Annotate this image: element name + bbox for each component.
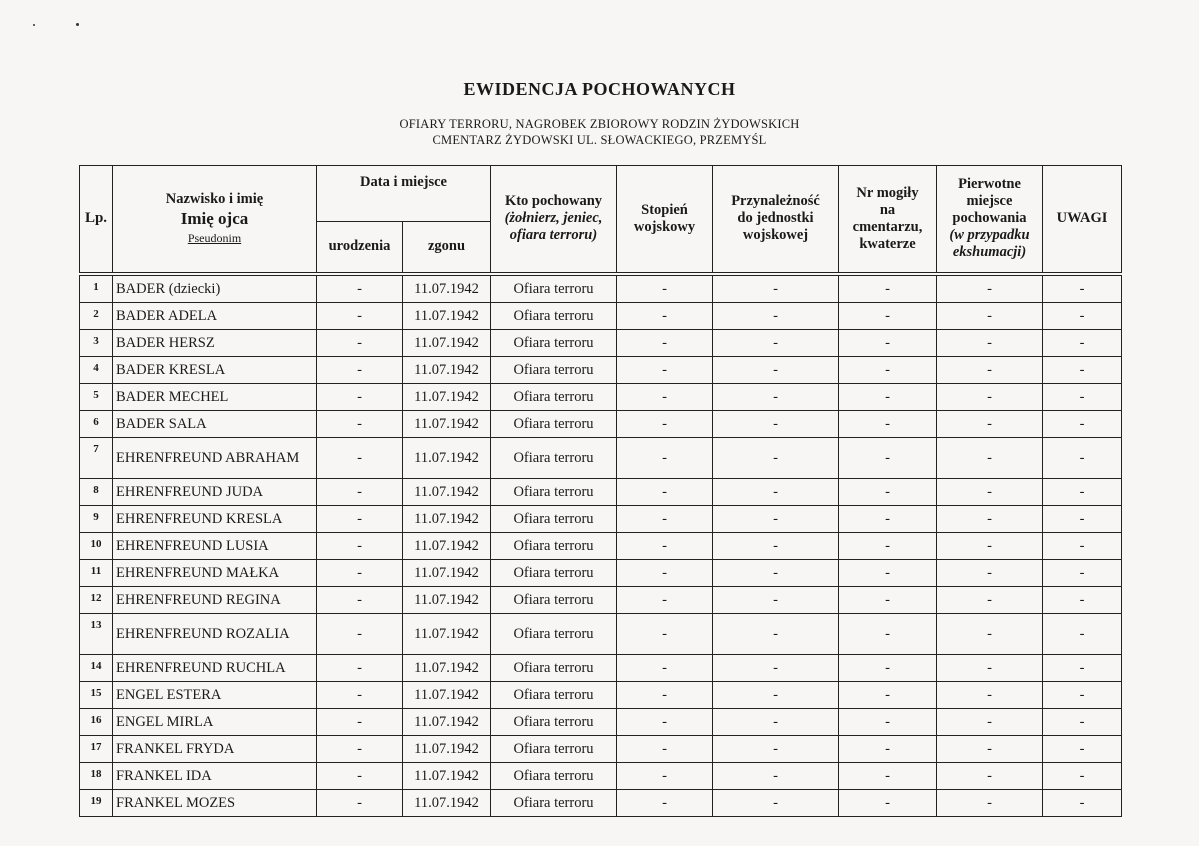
row-birth-date: - <box>317 532 403 559</box>
row-remarks: - <box>1043 329 1122 356</box>
row-remarks: - <box>1043 437 1122 478</box>
row-remarks: - <box>1043 505 1122 532</box>
row-lp: 10 <box>80 532 113 559</box>
row-unit: - <box>713 356 839 383</box>
row-who-buried: Ofiara terroru <box>491 274 617 303</box>
row-remarks: - <box>1043 708 1122 735</box>
table-row <box>80 505 1122 532</box>
document-title: EWIDENCJA POCHOWANYCH <box>463 79 736 99</box>
header-who-line-2: (żołnierz, jeniec, ofiara terroru) <box>504 210 603 244</box>
row-remarks: - <box>1043 356 1122 383</box>
row-unit: - <box>713 708 839 735</box>
row-birth-date: - <box>317 586 403 613</box>
row-original-burial: - <box>937 302 1043 329</box>
row-birth-date: - <box>317 708 403 735</box>
header-remarks: UWAGI <box>1043 166 1122 274</box>
row-birth-date: - <box>317 559 403 586</box>
row-lp: 7 <box>80 437 113 478</box>
table-row <box>80 762 1122 789</box>
row-death-date: 11.07.1942 <box>403 762 491 789</box>
document-subtitle-2: CMENTARZ ŻYDOWSKI UL. SŁOWACKIEGO, PRZEMYŚL <box>432 133 767 147</box>
row-grave-number: - <box>839 762 937 789</box>
row-unit: - <box>713 410 839 437</box>
row-grave-number: - <box>839 708 937 735</box>
row-lp: 9 <box>80 505 113 532</box>
header-original-line-1: Pierwotne miejsce pochowania <box>952 176 1027 227</box>
row-lp: 12 <box>80 586 113 613</box>
row-who-buried: Ofiara terroru <box>491 735 617 762</box>
row-who-buried: Ofiara terroru <box>491 708 617 735</box>
row-remarks: - <box>1043 383 1122 410</box>
row-rank: - <box>617 735 713 762</box>
table-row <box>80 613 1122 654</box>
row-name: BADER SALA <box>113 410 317 437</box>
row-name: FRANKEL MOZES <box>113 789 317 816</box>
row-rank: - <box>617 613 713 654</box>
row-grave-number: - <box>839 356 937 383</box>
row-rank: - <box>617 274 713 303</box>
row-birth-date: - <box>317 654 403 681</box>
row-death-date: 11.07.1942 <box>403 586 491 613</box>
row-original-burial: - <box>937 329 1043 356</box>
row-who-buried: Ofiara terroru <box>491 681 617 708</box>
row-original-burial: - <box>937 559 1043 586</box>
row-rank: - <box>617 302 713 329</box>
row-original-burial: - <box>937 654 1043 681</box>
row-original-burial: - <box>937 410 1043 437</box>
row-who-buried: Ofiara terroru <box>491 586 617 613</box>
row-who-buried: Ofiara terroru <box>491 478 617 505</box>
row-rank: - <box>617 437 713 478</box>
row-lp: 16 <box>80 708 113 735</box>
row-name: BADER KRESLA <box>113 356 317 383</box>
row-who-buried: Ofiara terroru <box>491 762 617 789</box>
row-birth-date: - <box>317 613 403 654</box>
table-row <box>80 789 1122 816</box>
row-rank: - <box>617 383 713 410</box>
row-rank: - <box>617 708 713 735</box>
row-birth-date: - <box>317 478 403 505</box>
row-original-burial: - <box>937 437 1043 478</box>
row-name: BADER HERSZ <box>113 329 317 356</box>
row-remarks: - <box>1043 654 1122 681</box>
row-death-date: 11.07.1942 <box>403 681 491 708</box>
header-unit: Przynależność do jednostki wojskowej <box>713 166 839 274</box>
header-rank: Stopień wojskowy <box>617 166 713 274</box>
row-who-buried: Ofiara terroru <box>491 437 617 478</box>
row-name: EHRENFREUND JUDA <box>113 478 317 505</box>
row-birth-date: - <box>317 329 403 356</box>
row-unit: - <box>713 274 839 303</box>
row-birth-date: - <box>317 274 403 303</box>
row-remarks: - <box>1043 681 1122 708</box>
row-remarks: - <box>1043 586 1122 613</box>
row-unit: - <box>713 329 839 356</box>
header-death: zgonu <box>403 222 491 274</box>
row-lp: 5 <box>80 383 113 410</box>
row-unit: - <box>713 654 839 681</box>
header-date-place: Data i miejsce <box>317 166 491 222</box>
row-remarks: - <box>1043 762 1122 789</box>
row-grave-number: - <box>839 383 937 410</box>
row-birth-date: - <box>317 410 403 437</box>
row-name: EHRENFREUND REGINA <box>113 586 317 613</box>
burials-table <box>79 165 1122 817</box>
table-row <box>80 356 1122 383</box>
table-row <box>80 383 1122 410</box>
row-original-burial: - <box>937 356 1043 383</box>
table-row <box>80 681 1122 708</box>
row-birth-date: - <box>317 681 403 708</box>
row-death-date: 11.07.1942 <box>403 274 491 303</box>
row-rank: - <box>617 410 713 437</box>
row-original-burial: - <box>937 613 1043 654</box>
row-name: FRANKEL IDA <box>113 762 317 789</box>
row-who-buried: Ofiara terroru <box>491 356 617 383</box>
row-rank: - <box>617 654 713 681</box>
row-remarks: - <box>1043 735 1122 762</box>
row-grave-number: - <box>839 789 937 816</box>
row-name: EHRENFREUND LUSIA <box>113 532 317 559</box>
row-grave-number: - <box>839 329 937 356</box>
row-name: FRANKEL FRYDA <box>113 735 317 762</box>
row-name: EHRENFREUND KRESLA <box>113 505 317 532</box>
row-death-date: 11.07.1942 <box>403 329 491 356</box>
row-grave-number: - <box>839 559 937 586</box>
row-unit: - <box>713 383 839 410</box>
row-death-date: 11.07.1942 <box>403 735 491 762</box>
table-row <box>80 478 1122 505</box>
row-name: BADER ADELA <box>113 302 317 329</box>
row-grave-number: - <box>839 613 937 654</box>
row-birth-date: - <box>317 762 403 789</box>
row-name: ENGEL ESTERA <box>113 681 317 708</box>
row-death-date: 11.07.1942 <box>403 410 491 437</box>
header-name <box>113 166 317 274</box>
row-grave-number: - <box>839 586 937 613</box>
row-birth-date: - <box>317 356 403 383</box>
row-death-date: 11.07.1942 <box>403 708 491 735</box>
table-row <box>80 559 1122 586</box>
row-remarks: - <box>1043 789 1122 816</box>
row-grave-number: - <box>839 478 937 505</box>
row-remarks: - <box>1043 410 1122 437</box>
row-who-buried: Ofiara terroru <box>491 302 617 329</box>
row-death-date: 11.07.1942 <box>403 505 491 532</box>
header-original-burial <box>937 166 1043 274</box>
row-death-date: 11.07.1942 <box>403 383 491 410</box>
row-grave-number: - <box>839 437 937 478</box>
row-remarks: - <box>1043 302 1122 329</box>
row-grave-number: - <box>839 735 937 762</box>
row-rank: - <box>617 762 713 789</box>
row-name: EHRENFREUND RUCHLA <box>113 654 317 681</box>
table-row <box>80 302 1122 329</box>
row-unit: - <box>713 437 839 478</box>
row-who-buried: Ofiara terroru <box>491 789 617 816</box>
scan-speck <box>33 24 35 26</box>
row-lp: 15 <box>80 681 113 708</box>
row-death-date: 11.07.1942 <box>403 654 491 681</box>
document-subtitle-1: OFIARY TERRORU, NAGROBEK ZBIOROWY RODZIN ŻYDOWSKICH <box>399 117 800 131</box>
row-unit: - <box>713 586 839 613</box>
row-lp: 11 <box>80 559 113 586</box>
table-row <box>80 410 1122 437</box>
row-name: EHRENFREUND MAŁKA <box>113 559 317 586</box>
row-lp: 3 <box>80 329 113 356</box>
header-lp: Lp. <box>80 166 113 274</box>
row-lp: 4 <box>80 356 113 383</box>
row-remarks: - <box>1043 559 1122 586</box>
row-original-burial: - <box>937 735 1043 762</box>
row-rank: - <box>617 356 713 383</box>
row-death-date: 11.07.1942 <box>403 559 491 586</box>
row-rank: - <box>617 559 713 586</box>
row-rank: - <box>617 505 713 532</box>
row-grave-number: - <box>839 302 937 329</box>
row-death-date: 11.07.1942 <box>403 302 491 329</box>
row-lp: 13 <box>80 613 113 654</box>
row-who-buried: Ofiara terroru <box>491 505 617 532</box>
header-birth: urodzenia <box>317 222 403 274</box>
row-remarks: - <box>1043 613 1122 654</box>
row-name: ENGEL MIRLA <box>113 708 317 735</box>
row-grave-number: - <box>839 532 937 559</box>
row-lp: 14 <box>80 654 113 681</box>
scan-speck <box>76 23 79 26</box>
row-who-buried: Ofiara terroru <box>491 559 617 586</box>
row-name: EHRENFREUND ABRAHAM <box>113 437 317 478</box>
row-grave-number: - <box>839 410 937 437</box>
row-unit: - <box>713 735 839 762</box>
row-original-burial: - <box>937 274 1043 303</box>
row-name: BADER MECHEL <box>113 383 317 410</box>
row-unit: - <box>713 681 839 708</box>
row-death-date: 11.07.1942 <box>403 789 491 816</box>
table-row <box>80 735 1122 762</box>
row-original-burial: - <box>937 383 1043 410</box>
row-death-date: 11.07.1942 <box>403 478 491 505</box>
header-who-line-1: Kto pochowany <box>504 193 603 210</box>
row-unit: - <box>713 478 839 505</box>
row-lp: 17 <box>80 735 113 762</box>
table-row <box>80 437 1122 478</box>
row-who-buried: Ofiara terroru <box>491 532 617 559</box>
header-grave: Nr mogiły na cmentarzu, kwaterze <box>839 166 937 274</box>
row-birth-date: - <box>317 302 403 329</box>
row-original-burial: - <box>937 532 1043 559</box>
table-row <box>80 654 1122 681</box>
row-birth-date: - <box>317 505 403 532</box>
row-lp: 19 <box>80 789 113 816</box>
row-who-buried: Ofiara terroru <box>491 654 617 681</box>
row-unit: - <box>713 505 839 532</box>
row-unit: - <box>713 789 839 816</box>
row-unit: - <box>713 532 839 559</box>
row-lp: 6 <box>80 410 113 437</box>
row-original-burial: - <box>937 505 1043 532</box>
row-original-burial: - <box>937 681 1043 708</box>
row-lp: 8 <box>80 478 113 505</box>
table-row <box>80 532 1122 559</box>
header-who <box>491 166 617 274</box>
table-row <box>80 274 1122 303</box>
row-unit: - <box>713 559 839 586</box>
row-death-date: 11.07.1942 <box>403 356 491 383</box>
row-remarks: - <box>1043 532 1122 559</box>
row-lp: 2 <box>80 302 113 329</box>
row-death-date: 11.07.1942 <box>403 613 491 654</box>
row-grave-number: - <box>839 274 937 303</box>
row-unit: - <box>713 302 839 329</box>
row-who-buried: Ofiara terroru <box>491 383 617 410</box>
row-rank: - <box>617 478 713 505</box>
row-birth-date: - <box>317 437 403 478</box>
row-lp: 1 <box>80 274 113 303</box>
table-row <box>80 329 1122 356</box>
header-name-line-1: Nazwisko i imię <box>165 190 264 207</box>
row-who-buried: Ofiara terroru <box>491 329 617 356</box>
row-original-burial: - <box>937 708 1043 735</box>
row-unit: - <box>713 613 839 654</box>
row-lp: 18 <box>80 762 113 789</box>
row-rank: - <box>617 789 713 816</box>
row-original-burial: - <box>937 762 1043 789</box>
row-original-burial: - <box>937 478 1043 505</box>
row-unit: - <box>713 762 839 789</box>
header-original-line-2: (w przypadku ekshumacji) <box>949 227 1030 261</box>
row-death-date: 11.07.1942 <box>403 532 491 559</box>
row-name: BADER (dziecki) <box>113 274 317 303</box>
row-remarks: - <box>1043 274 1122 303</box>
header-name-line-2: Imię ojca <box>180 208 249 228</box>
row-name: EHRENFREUND ROZALIA <box>113 613 317 654</box>
row-grave-number: - <box>839 505 937 532</box>
row-birth-date: - <box>317 383 403 410</box>
row-who-buried: Ofiara terroru <box>491 613 617 654</box>
row-rank: - <box>617 681 713 708</box>
row-original-burial: - <box>937 789 1043 816</box>
row-original-burial: - <box>937 586 1043 613</box>
row-birth-date: - <box>317 735 403 762</box>
row-who-buried: Ofiara terroru <box>491 410 617 437</box>
row-rank: - <box>617 532 713 559</box>
row-birth-date: - <box>317 789 403 816</box>
table-row <box>80 708 1122 735</box>
header-name-line-3: Pseudonim <box>187 230 242 245</box>
row-death-date: 11.07.1942 <box>403 437 491 478</box>
row-grave-number: - <box>839 681 937 708</box>
row-grave-number: - <box>839 654 937 681</box>
row-rank: - <box>617 586 713 613</box>
table-row <box>80 586 1122 613</box>
row-rank: - <box>617 329 713 356</box>
row-remarks: - <box>1043 478 1122 505</box>
